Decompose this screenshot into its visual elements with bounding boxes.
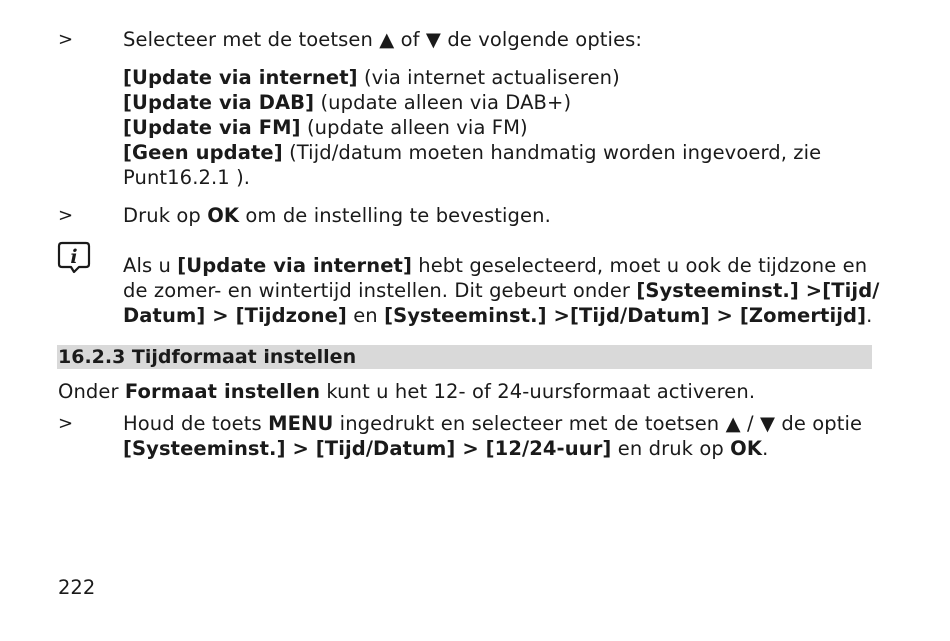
intro-bold: Formaat instellen — [124, 380, 321, 403]
note-line-1 — [123, 253, 867, 278]
option-update-fm — [123, 115, 528, 140]
option-label: [Update via internet] — [123, 66, 358, 89]
select-prefix: Selecteer met de toetsen — [123, 28, 380, 51]
select-instruction — [123, 27, 642, 52]
step-text: de optie — [775, 412, 863, 435]
select-suffix: de volgende opties: — [441, 28, 643, 51]
note-bold: [Systeeminst.] >[Tijd/Datum] > [Zomertijd] — [384, 304, 867, 327]
step-text: en druk op — [611, 437, 731, 460]
page-number: 222 — [58, 576, 96, 599]
confirm-instruction — [123, 203, 551, 228]
option-label: [Update via DAB] — [123, 91, 315, 114]
intro-text: kunt u het 12- of 24-uursformaat activeren. — [320, 380, 756, 403]
option-desc: (Tijd/datum moeten handmatig worden ingevoerd, zie — [282, 141, 822, 164]
info-icon — [57, 240, 91, 274]
section-title: 16.2.3 Tijdformaat instellen — [58, 346, 357, 368]
note-text: en — [346, 304, 385, 327]
option-update-internet — [123, 65, 620, 90]
option-desc: (via internet actualiseren) — [357, 66, 620, 89]
option-label: [Update via FM] — [123, 116, 301, 139]
step-text: . — [762, 437, 769, 460]
up-arrow-icon: ▲ — [379, 28, 395, 51]
intro-text: Onder — [58, 380, 125, 403]
note-line-2 — [123, 278, 880, 303]
option-label: [Geen update] — [123, 141, 283, 164]
ok-key: OK — [730, 437, 763, 460]
note-text: hebt geselecteerd, moet u ook de tijdzone en — [411, 254, 868, 277]
step-text: / — [740, 412, 760, 435]
note-text: Als u — [123, 254, 178, 277]
note-bold: Datum] > [Tijdzone] — [123, 304, 347, 327]
step-text: ingedrukt en selecteer met de toetsen — [333, 412, 726, 435]
note-text: . — [866, 304, 873, 327]
step-marker: > — [58, 205, 74, 226]
option-desc: (update alleen via DAB+) — [314, 91, 572, 114]
option-desc: (update alleen via FM) — [300, 116, 528, 139]
step-text: Houd de toets — [123, 412, 269, 435]
step-marker: > — [58, 29, 74, 50]
note-bold: [Systeeminst.] >[Tijd/ — [636, 279, 880, 302]
step-line-2 — [123, 436, 768, 461]
menu-key: MENU — [268, 412, 334, 435]
confirm-suffix: om de instelling te bevestigen. — [239, 204, 551, 227]
note-line-3 — [123, 303, 872, 328]
ok-key: OK — [207, 204, 240, 227]
note-bold: [Update via internet] — [177, 254, 412, 277]
confirm-prefix: Druk op — [123, 204, 208, 227]
up-arrow-icon: ▲ — [725, 412, 741, 435]
section-intro — [58, 379, 755, 404]
note-text: de zomer- en wintertijd instellen. Dit gebeurt onder — [123, 279, 637, 302]
or-word: of — [394, 28, 426, 51]
step-marker: > — [58, 413, 74, 434]
info-letter: i — [70, 246, 78, 268]
down-arrow-icon: ▼ — [425, 28, 442, 51]
option-update-dab — [123, 90, 571, 115]
step-line-1 — [123, 411, 862, 436]
option-geen-update-cont: Punt16.2.1 ). — [123, 166, 251, 189]
down-arrow-icon: ▼ — [759, 412, 776, 435]
step-bold: [Systeeminst.] > [Tijd/Datum] > [12/24-uur] — [123, 437, 612, 460]
option-geen-update — [123, 140, 821, 165]
